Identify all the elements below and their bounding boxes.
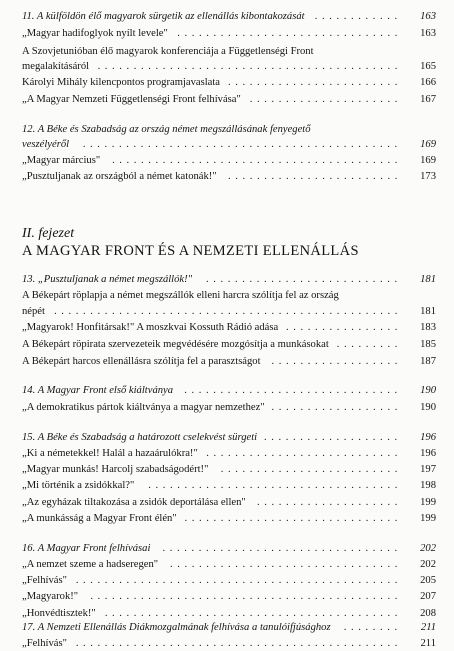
toc-entry[interactable] <box>22 607 436 621</box>
toc-entry-title: „Honvédtisztek!" <box>22 608 96 619</box>
toc-entry-page: 199 <box>420 497 436 508</box>
dot-leader: ........ <box>344 622 402 633</box>
toc-entry[interactable] <box>22 542 436 556</box>
toc-entry[interactable] <box>22 305 436 319</box>
toc-entry[interactable] <box>22 574 436 588</box>
toc-entry[interactable] <box>22 154 436 168</box>
toc-entry-title: megalakításáról <box>22 61 90 72</box>
toc-entry-page: 196 <box>420 432 436 443</box>
toc-entry-page: 163 <box>420 11 436 22</box>
dot-leader: ................ <box>286 322 402 333</box>
dot-leader: ............................................. <box>75 638 402 649</box>
toc-entry-title: „A demokratikus pártok kiáltványa a magyar nemzethez" <box>22 402 265 413</box>
dot-leader: ................... <box>264 432 402 443</box>
toc-entry[interactable] <box>22 273 436 287</box>
toc-entry-title: „A nemzet szeme a hadseregen" <box>22 559 159 570</box>
toc-entry-title: népét <box>22 306 45 317</box>
toc-entry[interactable] <box>22 321 436 335</box>
toc-entry-page: 187 <box>420 356 436 367</box>
chapter-title: A MAGYAR FRONT ÉS A NEMZETI ELLENÁLLÁS <box>22 243 359 259</box>
toc-entry-page: 198 <box>420 480 436 491</box>
toc-entry-page: 181 <box>420 274 436 285</box>
toc-entry-page: 190 <box>420 385 436 396</box>
dot-leader: ........................ <box>228 171 402 182</box>
toc-entry-page: 211 <box>420 638 436 649</box>
toc-entry[interactable] <box>22 463 436 477</box>
toc-entry[interactable] <box>22 431 436 445</box>
toc-entry-page: 202 <box>420 543 436 554</box>
dot-leader: ........................................... <box>90 591 402 602</box>
dot-leader: ..................... <box>249 94 402 105</box>
toc-entry-title: 15. A Béke és Szabadság a határozott cselekvést sürgeti <box>22 432 258 443</box>
toc-entry-title: „Magyarok!" <box>22 591 79 602</box>
toc-entry-title: „Mi történik a zsidókkal?" <box>22 480 135 491</box>
toc-entry[interactable] <box>22 170 436 184</box>
toc-entry-title: A Békepárt harcos ellenállásra szólítja fel a parasztságot <box>22 356 261 367</box>
toc-entry-title: „Felhívás" <box>22 575 67 586</box>
toc-entry[interactable] <box>22 355 436 369</box>
toc-entry-title: A Békepárt röplapja a német megszállók elleni harcra szólítja fel az ország <box>22 290 339 301</box>
dot-leader: ......... <box>336 339 402 350</box>
toc-entry-title: „Az egyházak tiltakozása a zsidók deportálása ellen" <box>22 497 246 508</box>
toc-entry-title: „A munkásság a Magyar Front élén" <box>22 513 177 524</box>
dot-leader: ............................... <box>177 28 402 39</box>
toc-entry-title: A Szovjetunióban élő magyarok konferenciája a Függetlenségi Front <box>22 46 314 57</box>
dot-leader: ................................ <box>170 559 402 570</box>
dot-leader: ......................................... <box>104 608 402 619</box>
toc-entry-page: 166 <box>420 77 436 88</box>
dot-leader: ................................................ <box>54 306 402 317</box>
toc-entry[interactable] <box>22 637 436 651</box>
toc-entry[interactable] <box>22 447 436 461</box>
toc-entry-page: 205 <box>420 575 436 586</box>
toc-entry-page: 167 <box>420 94 436 105</box>
toc-entry-title: „A Magyar Nemzeti Függetlenségi Front felhívása" <box>22 94 241 105</box>
toc-entry-title: Károlyi Mihály kilencpontos programjavaslata <box>22 77 220 88</box>
toc-entry[interactable] <box>22 27 436 41</box>
dot-leader: .................... <box>257 497 402 508</box>
toc-entry-title: 17. A Nemzeti Ellenállás Diákmozgalmának felhívása a tanulóifjúsághoz <box>22 622 331 633</box>
toc-entry-page: 181 <box>420 306 436 317</box>
dot-leader: .............................. <box>184 385 402 396</box>
toc-entry-page: 169 <box>420 155 436 166</box>
toc-entry-page: 196 <box>420 448 436 459</box>
toc-entry[interactable] <box>22 479 436 493</box>
toc-entry-title: „Magyar hadifoglyok nyílt levele" <box>22 28 168 39</box>
toc-entry-title: 11. A külföldön élő magyarok sürgetik az ellenállás kibontakozását <box>22 11 305 22</box>
toc-entry-title: „Magyar március" <box>22 155 101 166</box>
dot-leader: ................................. <box>162 543 402 554</box>
dot-leader: ......................... <box>220 464 402 475</box>
dot-leader: .......................................... <box>97 61 402 72</box>
toc-entry[interactable] <box>22 512 436 526</box>
toc-entry-page: 202 <box>420 559 436 570</box>
toc-entry-page: 165 <box>420 61 436 72</box>
toc-entry[interactable] <box>22 401 436 415</box>
toc-entry-title: „Pusztuljanak az országból a német katonák!" <box>22 171 217 182</box>
toc-entry-title: „Magyarok! Honfitársak!" A moszkvai Kossuth Rádió adása <box>22 322 279 333</box>
toc-entry-title: 16. A Magyar Front felhívásai <box>22 543 151 554</box>
toc-entry[interactable] <box>22 93 436 107</box>
dot-leader: ........................... <box>206 448 402 459</box>
toc-entry[interactable] <box>22 496 436 510</box>
dot-leader: ........................................ <box>112 155 402 166</box>
toc-entry[interactable] <box>22 76 436 90</box>
dot-leader: .................. <box>271 356 402 367</box>
dot-leader: ............................................. <box>75 575 402 586</box>
toc-entry[interactable] <box>22 384 436 398</box>
toc-entry-page: 207 <box>420 591 436 602</box>
toc-entry[interactable] <box>22 45 436 59</box>
toc-entry-title: 13. „Pusztuljanak a német megszállók!" <box>22 274 193 285</box>
dot-leader: ............................................ <box>83 139 402 150</box>
toc-entry[interactable] <box>22 621 436 635</box>
toc-entry-title: „Ki a németekkel! Halál a hazaárulókra!" <box>22 448 198 459</box>
toc-entry-page: 173 <box>420 171 436 182</box>
toc-entry[interactable] <box>22 138 436 152</box>
toc-entry-title: 12. A Béke és Szabadság az ország német megszállásának fenyegető <box>22 124 311 135</box>
dot-leader: .............................. <box>184 513 402 524</box>
toc-entry[interactable] <box>22 289 436 303</box>
toc-entry[interactable] <box>22 123 436 137</box>
dot-leader: ........................... <box>206 274 402 285</box>
toc-entry[interactable] <box>22 558 436 572</box>
chapter-label: II. fejezet <box>22 226 75 241</box>
dot-leader: ........................ <box>228 77 402 88</box>
toc-entry[interactable] <box>22 338 436 352</box>
dot-leader: ................................... <box>148 480 402 491</box>
toc-entry-page: 199 <box>420 513 436 524</box>
toc-entry-title: „Magyar munkás! Harcolj szabadságodért!" <box>22 464 209 475</box>
toc-entry-page: 190 <box>420 402 436 413</box>
toc-entry[interactable] <box>22 590 436 604</box>
toc-entry-page: 197 <box>420 464 436 475</box>
toc-entry-page: 163 <box>420 28 436 39</box>
toc-entry-title: A Békepárt röpirata szervezeteik megvédésére mozgósítja a munkásokat <box>22 339 329 350</box>
toc-entry-page: 211 <box>420 622 436 633</box>
dot-leader: .................. <box>271 402 402 413</box>
toc-entry-page: 185 <box>420 339 436 350</box>
toc-entry-title: 14. A Magyar Front első kiáltványa <box>22 385 174 396</box>
toc-entry-title: „Felhívás" <box>22 638 67 649</box>
toc-entry-page: 169 <box>420 139 436 150</box>
toc-entry[interactable] <box>22 60 436 74</box>
toc-entry-page: 183 <box>420 322 436 333</box>
toc-entry[interactable] <box>22 10 436 24</box>
toc-entry-page: 208 <box>420 608 436 619</box>
dot-leader: ............ <box>315 11 402 22</box>
toc-entry-title: veszélyéről <box>22 139 70 150</box>
